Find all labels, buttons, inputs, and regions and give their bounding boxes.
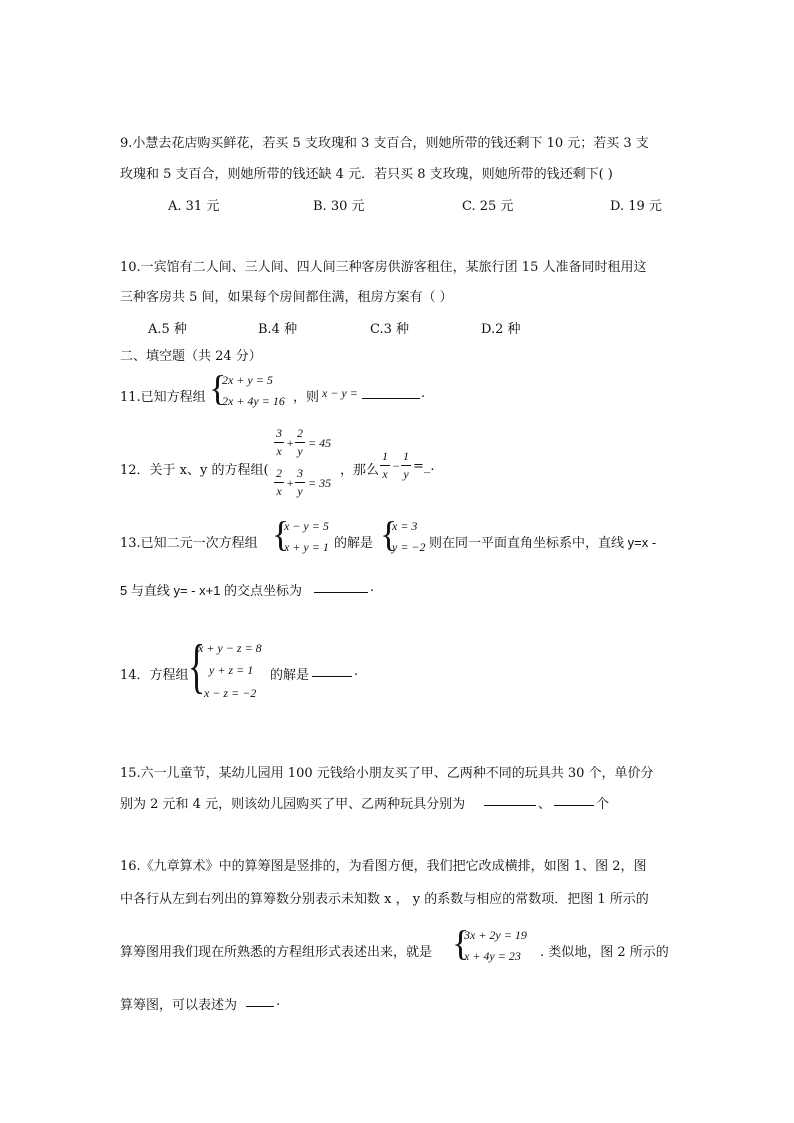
- q13-blank: [314, 580, 368, 597]
- q10-option-b: B.4 种: [258, 322, 298, 337]
- q12-end: =_.: [413, 459, 435, 474]
- q9-line1: 9.小慧去花店购买鲜花，若买 5 支玫瑰和 3 支百合，则她所带的钱还剩下 10 元；若买 3 支: [120, 136, 649, 151]
- q12-frac6-den: y: [403, 467, 409, 481]
- q16-eq2: x + 4y = 23: [464, 949, 521, 963]
- q16-blank: [246, 994, 274, 1011]
- q12-mid: ，那么: [340, 463, 380, 478]
- q12-frac5: [380, 449, 390, 482]
- q12-frac3-den: x: [276, 484, 282, 498]
- q13-mid: 的解是: [334, 536, 374, 551]
- q12-frac4: [295, 466, 305, 499]
- q13-eq2: x + y = 1: [284, 540, 329, 554]
- section-heading: 二、填空题（共 24 分）: [120, 349, 262, 364]
- q11-mid: ，则: [293, 390, 320, 405]
- q10-option-a: A.5 种: [148, 322, 187, 337]
- q9-option-d: D. 19 元: [610, 199, 662, 214]
- q11-blank: [362, 386, 420, 403]
- q14-eq2: y + z = 1: [209, 663, 254, 677]
- q13-end: .: [370, 580, 375, 595]
- q13-tail1: 则在同一平面直角坐标系中，直线 y=x -: [429, 535, 657, 550]
- q14-brace: {: [188, 633, 206, 699]
- q11-brace: {: [209, 368, 227, 408]
- q11-expr: x − y =: [322, 386, 358, 400]
- q12-prefix: 12．关于 x、y 的方程组(: [120, 463, 269, 478]
- q10-option-d: D.2 种: [481, 322, 521, 337]
- q16-line4: 算筹图，可以表述为: [120, 998, 238, 1013]
- q14-eq3: x − z = −2: [204, 686, 257, 700]
- q15-blank1: [484, 793, 536, 810]
- q12-r1: = 45: [308, 436, 332, 450]
- q13-brace2: {: [380, 514, 398, 554]
- q16-eq1: 3x + 2y = 19: [464, 928, 527, 942]
- q12-frac1: [274, 426, 284, 459]
- q12-frac6-num: 1: [403, 449, 409, 463]
- q10-line1: 10.一宾馆有二人间、三人间、四人间三种客房供游客租住，某旅行团 15 人准备同时租用这: [120, 260, 647, 275]
- q12-frac1-num: 3: [276, 426, 282, 440]
- q13-eq1: x − y = 5: [284, 519, 329, 533]
- q15-sep: 、: [538, 797, 552, 812]
- q12-frac1-den: x: [276, 444, 282, 458]
- q9-option-a: A. 31 元: [168, 199, 220, 214]
- q10-line2: 三种客房共 5 间，如果每个房间都住满，租房方案有（ ）: [120, 290, 453, 305]
- q12-r2: = 35: [308, 476, 332, 490]
- q13-s1: x = 3: [392, 519, 418, 533]
- q16-line3a: 算筹图用我们现在所熟悉的方程组形式表述出来，就是: [120, 945, 433, 960]
- q9-line2: 玫瑰和 5 支百合，则她所带的钱还缺 4 元．若只买 8 支玫瑰，则她所带的钱还剩下( ): [120, 167, 613, 182]
- q16-end: .: [276, 994, 281, 1009]
- q16-brace: {: [452, 923, 470, 963]
- q14-eq1: x + y − z = 8: [198, 641, 262, 655]
- q12-frac5-num: 1: [382, 449, 388, 463]
- q12-minus: −: [392, 459, 401, 473]
- q11-prefix: 11.已知方程组: [120, 390, 206, 405]
- q11-end: .: [421, 386, 426, 401]
- q14-blank: [312, 664, 352, 681]
- q12-frac5-den: x: [382, 467, 388, 481]
- q15-line2a: 别为 2 元和 4 元，则该幼儿园购买了甲、乙两种玩具分别为: [120, 797, 466, 812]
- q12-frac6: [401, 449, 411, 482]
- q11-eq1: 2x + y = 5: [222, 373, 273, 387]
- q10-option-c: C.3 种: [370, 322, 410, 337]
- q12-plus2: +: [286, 476, 295, 490]
- q13-brace1: {: [272, 514, 290, 554]
- q12-frac3: [274, 466, 284, 499]
- q12-frac4-den: y: [297, 484, 303, 498]
- q15-blank2: [554, 793, 594, 810]
- q12-frac3-num: 2: [276, 466, 282, 480]
- q12-frac2-num: 2: [297, 426, 303, 440]
- q15-end: 个: [596, 797, 610, 812]
- q13-prefix: 13.已知二元一次方程组: [120, 536, 258, 551]
- q9-option-c: C. 25 元: [462, 199, 514, 214]
- q13-line2: 5 与直线 y= - x+1 的交点坐标为: [120, 583, 303, 598]
- q11-eq2: 2x + 4y = 16: [222, 394, 285, 408]
- q13-s2: y = −2: [392, 540, 426, 554]
- q14-end: .: [354, 664, 359, 679]
- q12-frac4-num: 3: [297, 466, 303, 480]
- q9-option-b: B. 30 元: [313, 199, 365, 214]
- q12-frac2: [295, 426, 305, 459]
- q12-plus1: +: [286, 436, 295, 450]
- q16-line1: 16.《九章算术》中的算筹图是竖排的，为看图方便，我们把它改成横排，如图 1、图 2，图: [120, 859, 647, 874]
- q16-line2: 中各行从左到右列出的算筹数分别表示未知数 x ， y 的系数与相应的常数项．把图 1 所示的: [120, 892, 649, 907]
- q14-prefix: 14．方程组: [120, 668, 189, 683]
- q15-line1: 15.六一儿童节，某幼儿园用 100 元钱给小朋友买了甲、乙两种不同的玩具共 30 个，单价分: [120, 766, 654, 781]
- q16-line3b: . 类似地，图 2 所示的: [540, 945, 669, 960]
- q14-mid: 的解是: [270, 668, 310, 683]
- q12-frac2-den: y: [297, 444, 303, 458]
